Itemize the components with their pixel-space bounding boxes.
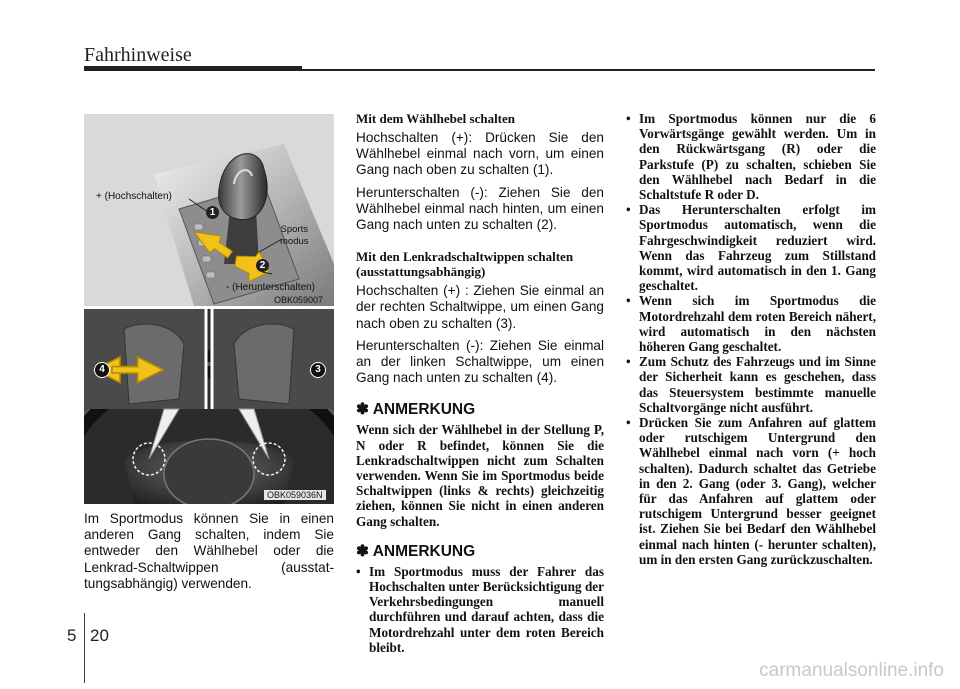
- footer-divider: [84, 613, 85, 683]
- list-item: • Im Sportmodus können nur die 6 Vorwärtsgänge gewählt werden. Um in den Rückwärtsgang (R) oder die Parkstufe (P) zu schalten, schieben Sie den Wählhebel nach Bedarf in die Schaltstufe R oder D.: [626, 111, 876, 202]
- sportmodus-intro-paragraph: Im Sportmodus können Sie in einen anderen Gang schalten, indem Sie entweder den Wählhebel oder die Lenkrad-Schaltwippen (ausstat-tungsabhängig) verwenden.: [84, 511, 334, 591]
- page-header-title: Fahrhinweise: [84, 44, 192, 66]
- paragraph-hochschalten-wippe: Hochschalten (+) : Ziehen Sie einmal an der rechten Schaltwippe, um einen Gang nach oben zu schalten (3).: [356, 283, 604, 331]
- column-2: [356, 111, 604, 655]
- paragraph-hochschalten-hebel: Hochschalten (+): Drücken Sie den Wählhebel einmal nach vorn, um einen Gang nach oben zu schalten (1).: [356, 130, 604, 178]
- list-item: • Das Herunterschalten erfolgt im Sportmodus automatisch, wenn die Fahrgeschwindigkeit reduziert wird. Wenn das Fahrzeug zum Stillstand kommt, wird automatisch in den 1. Gang geschaltet.: [626, 202, 876, 293]
- note-list-2: [356, 564, 604, 655]
- sportmodus-notes-list: [626, 111, 876, 567]
- list-item: • Drücken Sie zum Anfahren auf glattem oder rutschigem Untergrund den Wählhebel einmal nach vorn (+ hoch schalten). Dadurch schaltet das Getriebe in den 2. Gang (oder 3. Gang), welcher für das Anfahren auf glattem oder rutschigem Untergrund besser geeignet ist. Ziehen Sie bei Bedarf den Wählhebel einmal nach hinten (- herunter schalten), um in den ersten Gang zurückzuschalten.: [626, 415, 876, 567]
- paddle-figure: [84, 309, 334, 504]
- shifter-figure: [84, 114, 334, 306]
- column-3: [626, 111, 876, 567]
- label-upshift: + (Hochschalten): [96, 191, 172, 202]
- page-number: 20: [90, 626, 109, 645]
- marker-1: 1: [206, 206, 219, 219]
- figure-code-2: OBK059036N: [264, 490, 326, 500]
- list-item: • Zum Schutz des Fahrzeugs und im Sinne der Sicherheit kann es geschehen, dass das Steuersystem bestimmte manuelle Schaltvorgänge nicht ausführt.: [626, 354, 876, 415]
- marker-3: 3: [310, 362, 326, 378]
- figure-code-1: OBK059007: [274, 295, 324, 305]
- header-rule-thin: [302, 69, 875, 71]
- heading-schaltwippen: Mit den Lenkradschaltwippen schalten (ausstattungsabhängig): [356, 249, 574, 280]
- paddle-illustration: [84, 309, 334, 504]
- marker-4: 4: [94, 362, 110, 378]
- paragraph-herunterschalten-wippe: Herunterschalten (-): Ziehen Sie einmal an der linken Schaltwippe, um einen Gang nach unten zu schalten (4).: [356, 337, 604, 386]
- note-list-item: • Im Sportmodus muss der Fahrer das Hochschalten unter Berücksichtigung der Verkehrsbedingungen manuell durchführen und darauf achten, dass die Motordrehzahl unter dem roten Bereich bleibt.: [356, 564, 604, 655]
- note-title-1: ✽ ANMERKUNG: [356, 401, 476, 419]
- note-title-2: ✽ ANMERKUNG: [356, 542, 476, 560]
- header-rule-thick: [84, 66, 302, 71]
- note-text-1: Wenn sich der Wählhebel in der Stellung P, N oder R befindet, können Sie die Lenkradschaltwippen nicht zum Schalten verwenden. Wenn Sie im Sportmodus beide Schaltwippen (links & rechts) gleichzeitig ziehen, können Sie nicht in einen anderen Gang schalten.: [356, 422, 604, 529]
- label-sports-line2: modus: [280, 236, 309, 247]
- watermark: carmanualsonline.info: [759, 660, 944, 681]
- label-sports-line1: Sports: [280, 224, 308, 235]
- marker-2: 2: [256, 259, 269, 272]
- section-number: 5: [67, 626, 77, 645]
- paragraph-herunterschalten-hebel: Herunterschalten (-): Ziehen Sie den Wählhebel einmal nach hinten, um einen Gang nach unten zu schalten (2).: [356, 184, 604, 233]
- list-item: • Wenn sich im Sportmodus die Motordrehzahl dem roten Bereich nähert, wird automatisch in den nächsten höheren Gang geschaltet.: [626, 293, 876, 354]
- heading-waehlhebel: Mit dem Wählhebel schalten: [356, 111, 516, 126]
- label-sports-mode: [280, 224, 309, 248]
- label-downshift: - (Herunterschalten): [226, 282, 315, 293]
